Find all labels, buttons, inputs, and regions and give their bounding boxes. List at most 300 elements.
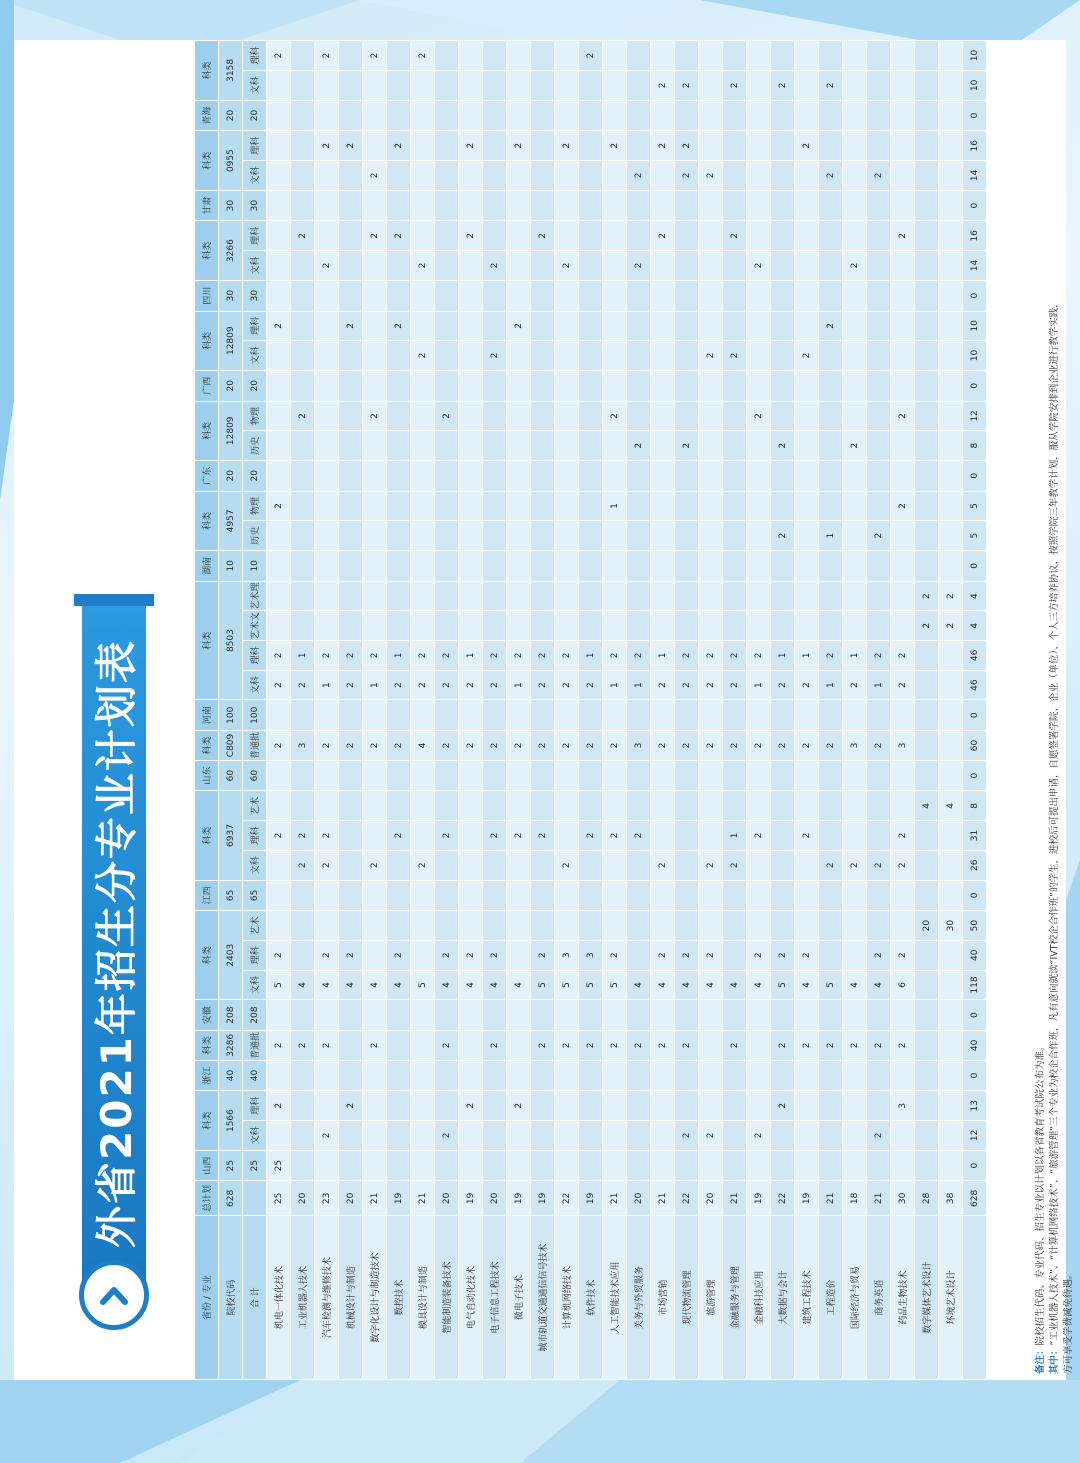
cell-province-total (651, 880, 675, 911)
cell-value (579, 401, 603, 431)
cell-value (867, 821, 891, 851)
cell-value: 2 (867, 521, 891, 551)
cell-value (291, 341, 315, 371)
cell-value (339, 251, 363, 281)
cell-province-total (531, 460, 555, 491)
cell-value (915, 431, 939, 461)
cell-province-total (387, 880, 411, 911)
cell-value: 2 (867, 1031, 891, 1061)
cell-value (411, 821, 435, 851)
cell-value (579, 791, 603, 821)
cell-value (939, 850, 963, 880)
cell-province-total (939, 100, 963, 131)
cell-value: 2 (891, 491, 915, 521)
cell-province-total (339, 700, 363, 731)
cell-province-total (843, 1150, 867, 1181)
cell-value (771, 131, 795, 161)
cell-value (435, 71, 459, 101)
cell-value: 2 (555, 731, 579, 761)
cell-value (555, 221, 579, 251)
cell-value (459, 521, 483, 551)
cell-province-total (795, 1150, 819, 1181)
cell-province-total (723, 190, 747, 221)
cell-province-total (651, 370, 675, 401)
cell-province-total (483, 280, 507, 311)
province-code-0: 1566 (219, 1091, 243, 1150)
cell-value: 2 (771, 431, 795, 461)
table-row (723, 41, 747, 1380)
cell-value (939, 491, 963, 521)
cell-value (387, 341, 411, 371)
totals-cell: 50 (963, 911, 987, 941)
cell-value (675, 41, 699, 71)
cell-value (387, 791, 411, 821)
cell-province-total (555, 1060, 579, 1091)
totals-cell: 10 (963, 311, 987, 341)
subcategory-9-1: 理科 (243, 221, 267, 251)
cell-province-total (603, 460, 627, 491)
cell-value: 2 (675, 431, 699, 461)
cell-province-total (339, 1060, 363, 1091)
cell-value: 2 (723, 641, 747, 671)
cell-value (795, 41, 819, 71)
cell-value (483, 1091, 507, 1121)
cell-value (603, 1121, 627, 1151)
cell-value (771, 850, 795, 880)
subcategory-6-0: 历史 (243, 521, 267, 551)
cell-province-total (867, 1060, 891, 1091)
cell-value (771, 221, 795, 251)
cell-value (651, 911, 675, 941)
cell-province-total (363, 1000, 387, 1031)
cell-value: 3 (843, 731, 867, 761)
cell-province-total (939, 760, 963, 791)
cell-value: 2 (267, 41, 291, 71)
cell-value (435, 431, 459, 461)
cell-value: 2 (531, 1031, 555, 1061)
cell-province-total (531, 280, 555, 311)
cell-value: 2 (819, 1031, 843, 1061)
province-count-5: 100 (219, 700, 243, 731)
cell-value (915, 521, 939, 551)
cell-value (603, 311, 627, 341)
cell-value: 2 (675, 670, 699, 700)
cell-province-total (819, 100, 843, 131)
cell-value (531, 161, 555, 191)
cell-value (699, 311, 723, 341)
cell-value: 2 (699, 1121, 723, 1151)
cell-value: 2 (675, 71, 699, 101)
cell-value (699, 401, 723, 431)
cell-province-total (819, 551, 843, 582)
cell-value (387, 251, 411, 281)
cell-value: 2 (363, 850, 387, 880)
cell-value (435, 491, 459, 521)
cell-value (819, 791, 843, 821)
major-total: 19 (507, 1181, 531, 1216)
major-total: 20 (483, 1181, 507, 1216)
cell-value: 4 (699, 970, 723, 1000)
cell-value (723, 911, 747, 941)
cell-province-total (339, 1000, 363, 1031)
cell-value: 2 (795, 1031, 819, 1061)
table-row (531, 41, 555, 1380)
cell-value: 4 (915, 791, 939, 821)
cell-value (627, 131, 651, 161)
totals-cell: 8 (963, 431, 987, 461)
cell-value (363, 911, 387, 941)
cell-value (459, 911, 483, 941)
cell-value: 2 (555, 131, 579, 161)
cell-value (675, 401, 699, 431)
cell-value (339, 1031, 363, 1061)
cell-province-total (483, 700, 507, 731)
cell-value (459, 341, 483, 371)
cell-province-total (267, 700, 291, 731)
cell-value (747, 611, 771, 641)
major-total: 25 (267, 1181, 291, 1216)
cell-value: 5 (579, 970, 603, 1000)
cell-value (699, 1091, 723, 1121)
cell-province-total (315, 1000, 339, 1031)
cell-value (411, 71, 435, 101)
cell-value: 2 (603, 401, 627, 431)
cell-value (531, 71, 555, 101)
cell-value (315, 431, 339, 461)
cell-value (339, 401, 363, 431)
cell-value: 2 (459, 1091, 483, 1121)
cell-province-total (291, 880, 315, 911)
cell-province-total (435, 460, 459, 491)
header-province-8: 广西 (195, 370, 219, 401)
cell-value (531, 401, 555, 431)
cell-province-total (459, 1000, 483, 1031)
cell-value (531, 431, 555, 461)
cell-value: 2 (531, 731, 555, 761)
cell-province-total (555, 551, 579, 582)
cell-value (867, 221, 891, 251)
major-name: 城市轨道交通通信信号技术 (531, 1216, 555, 1380)
cell-province-total (939, 1060, 963, 1091)
totals-cell: 0 (963, 1000, 987, 1031)
cell-value (267, 251, 291, 281)
cell-province-total (795, 190, 819, 221)
cell-value (339, 521, 363, 551)
cell-value (843, 911, 867, 941)
cell-province-total (867, 280, 891, 311)
cell-value: 1 (651, 641, 675, 671)
cell-value (459, 1031, 483, 1061)
cell-province-total (891, 460, 915, 491)
major-total: 19 (387, 1181, 411, 1216)
cell-value (459, 401, 483, 431)
cell-province-total (411, 100, 435, 131)
cell-value: 2 (771, 670, 795, 700)
cell-value: 2 (843, 1031, 867, 1061)
cell-value (579, 611, 603, 641)
cell-value: 5 (771, 970, 795, 1000)
cell-value (435, 1091, 459, 1121)
cell-value (363, 1121, 387, 1151)
major-name: 建筑工程技术 (795, 1216, 819, 1380)
cell-value: 2 (699, 850, 723, 880)
cell-value (459, 1121, 483, 1151)
cell-value (723, 581, 747, 611)
totals-cell: 0 (963, 551, 987, 582)
cell-province-total (363, 190, 387, 221)
cell-value: 4 (459, 970, 483, 1000)
cell-value (555, 581, 579, 611)
cell-province-total (483, 460, 507, 491)
cell-value (747, 911, 771, 941)
cell-value (699, 251, 723, 281)
cell-value: 2 (339, 311, 363, 341)
cell-value (915, 41, 939, 71)
cell-value: 2 (531, 641, 555, 671)
cell-province-total (747, 1150, 771, 1181)
cell-value (531, 41, 555, 71)
cell-value: 2 (891, 670, 915, 700)
major-total: 20 (291, 1181, 315, 1216)
cell-value (483, 911, 507, 941)
cell-province-total (459, 760, 483, 791)
cell-value (651, 251, 675, 281)
cell-value: 2 (723, 221, 747, 251)
cell-value (435, 611, 459, 641)
cell-value: 2 (843, 251, 867, 281)
cell-province-total (459, 1060, 483, 1091)
header-province-major: 省份 / 专业 (195, 1216, 219, 1380)
cell-value (459, 791, 483, 821)
cell-value (507, 850, 531, 880)
cell-value (387, 911, 411, 941)
cell-value (627, 940, 651, 970)
cell-province-total (291, 280, 315, 311)
cell-value (747, 491, 771, 521)
cell-value (747, 1091, 771, 1121)
cell-value (363, 821, 387, 851)
cell-province-total (723, 1060, 747, 1091)
cell-value (387, 1121, 411, 1151)
cell-value: 2 (531, 940, 555, 970)
cell-value: 2 (387, 311, 411, 341)
cell-value: 1 (579, 641, 603, 671)
cell-value (795, 431, 819, 461)
cell-province-total (771, 460, 795, 491)
cell-value (267, 791, 291, 821)
cell-value (603, 221, 627, 251)
cell-value: 1 (627, 670, 651, 700)
page-sheet (14, 40, 1074, 1380)
cell-province-total (915, 370, 939, 401)
cell-province-total (699, 700, 723, 731)
cell-value: 2 (675, 1121, 699, 1151)
cell-value (819, 431, 843, 461)
major-name: 机械设计与制造 (339, 1216, 363, 1380)
province-count-0: 25 (219, 1150, 243, 1181)
cell-province-total (483, 551, 507, 582)
province-count-9: 30 (219, 280, 243, 311)
cell-value: 4 (363, 970, 387, 1000)
totals-cell: 60 (963, 731, 987, 761)
cell-value: 2 (651, 670, 675, 700)
cell-province-total (411, 1060, 435, 1091)
cell-value (555, 791, 579, 821)
cell-value (699, 611, 723, 641)
cell-province-total (819, 700, 843, 731)
cell-province-total (651, 190, 675, 221)
cell-province-total (315, 1150, 339, 1181)
cell-value (795, 791, 819, 821)
header-code-label: 院校代码 (219, 1216, 243, 1380)
cell-province-total (531, 1060, 555, 1091)
cell-value: 1 (387, 641, 411, 671)
cell-province-total (603, 760, 627, 791)
cell-value (459, 41, 483, 71)
cell-province-total (699, 760, 723, 791)
cell-province-total (819, 880, 843, 911)
cell-value (387, 401, 411, 431)
province-count-3: 65 (219, 880, 243, 911)
subcategory-8-0: 文科 (243, 341, 267, 371)
province-count-4: 60 (219, 760, 243, 791)
cell-value (915, 670, 939, 700)
header-province-2: 安徽 (195, 1000, 219, 1031)
cell-value: 2 (843, 431, 867, 461)
cell-province-total (843, 100, 867, 131)
totals-cell: 14 (963, 251, 987, 281)
cell-province-total (579, 460, 603, 491)
cell-province-total (627, 280, 651, 311)
cell-province-total (891, 370, 915, 401)
cell-province-total (387, 370, 411, 401)
cell-province-total (387, 1150, 411, 1181)
cell-value (363, 491, 387, 521)
cell-province-total (939, 1150, 963, 1181)
cell-value: 20 (915, 911, 939, 941)
totals-cell: 0 (963, 280, 987, 311)
cell-value (723, 131, 747, 161)
cell-province-total (627, 700, 651, 731)
cell-value: 4 (675, 970, 699, 1000)
cell-value (627, 341, 651, 371)
cell-value: 2 (315, 731, 339, 761)
header-province-6: 湖南 (195, 551, 219, 582)
cell-province-total (795, 1060, 819, 1091)
notes-line2: “工业机器人技术”、“计算机网络技术”、“旅游管理”三个专业为校企合作班，凡有意向就读“IVT校企合作班”的学生，进校后可提出申请，自愿签署学院、企业（单位）、个人三方培养协议，按照学院三年教学计划，服从学院安排到企业进行教学实践， (1049, 298, 1060, 1346)
cell-value (555, 311, 579, 341)
subcategory-3-2: 艺术 (243, 791, 267, 821)
title-banner (74, 600, 154, 1330)
cell-province-total (843, 1060, 867, 1091)
cell-value (651, 161, 675, 191)
cell-province-total (915, 551, 939, 582)
table-row (891, 41, 915, 1380)
table-row (939, 41, 963, 1380)
cell-value: 2 (603, 821, 627, 851)
cell-value (315, 791, 339, 821)
cell-value (915, 1091, 939, 1121)
cell-value: 2 (771, 71, 795, 101)
cell-value: 2 (459, 221, 483, 251)
cell-value (483, 41, 507, 71)
table-row (603, 41, 627, 1380)
cell-province-total (891, 100, 915, 131)
cell-value (723, 311, 747, 341)
cell-value (579, 521, 603, 551)
totals-cell: 10 (963, 341, 987, 371)
cell-value (939, 341, 963, 371)
cell-value (603, 251, 627, 281)
cell-value: 2 (363, 161, 387, 191)
cell-value: 2 (891, 1031, 915, 1061)
cell-value (675, 341, 699, 371)
cell-province-total (867, 1000, 891, 1031)
cell-province-total (483, 880, 507, 911)
cell-value (915, 1121, 939, 1151)
cell-value: 2 (747, 821, 771, 851)
cell-value: 2 (267, 311, 291, 341)
cell-value (867, 581, 891, 611)
cell-value: 2 (819, 850, 843, 880)
cell-province-total (387, 760, 411, 791)
major-name: 数字化设计与制造技术 (363, 1216, 387, 1380)
cell-value (555, 341, 579, 371)
cell-province-total (771, 880, 795, 911)
cell-province-total (267, 880, 291, 911)
cell-value: 2 (531, 221, 555, 251)
cell-value: 2 (627, 431, 651, 461)
cell-province-total (603, 1150, 627, 1181)
cell-province-total (315, 551, 339, 582)
cell-province-total (339, 100, 363, 131)
cell-value (579, 311, 603, 341)
cell-province-total (603, 370, 627, 401)
major-name: 工业机器人技术 (291, 1216, 315, 1380)
subcategory-0-1: 理科 (243, 1091, 267, 1121)
cell-value (291, 161, 315, 191)
cell-value (459, 431, 483, 461)
cell-value (843, 491, 867, 521)
cell-province-total (315, 460, 339, 491)
major-total: 21 (411, 1181, 435, 1216)
cell-value (651, 791, 675, 821)
subcategory-3-0: 文科 (243, 850, 267, 880)
province-count-dup-8: 20 (243, 370, 267, 401)
cell-value: 2 (675, 1031, 699, 1061)
subcategory-3-1: 理科 (243, 821, 267, 851)
cell-value (579, 850, 603, 880)
cell-value (771, 161, 795, 191)
cell-value (267, 521, 291, 551)
cell-province-total (579, 190, 603, 221)
cell-value (291, 251, 315, 281)
cell-value (315, 401, 339, 431)
cell-value (603, 611, 627, 641)
cell-value (387, 491, 411, 521)
cell-value (867, 491, 891, 521)
cell-province-total (411, 700, 435, 731)
cell-value (363, 581, 387, 611)
cell-value (507, 611, 531, 641)
cell-province-total (603, 190, 627, 221)
cell-value (795, 581, 819, 611)
cell-value (699, 581, 723, 611)
cell-value (411, 791, 435, 821)
cell-value: 2 (315, 251, 339, 281)
cell-province-total (507, 1150, 531, 1181)
cell-value: 2 (819, 71, 843, 101)
